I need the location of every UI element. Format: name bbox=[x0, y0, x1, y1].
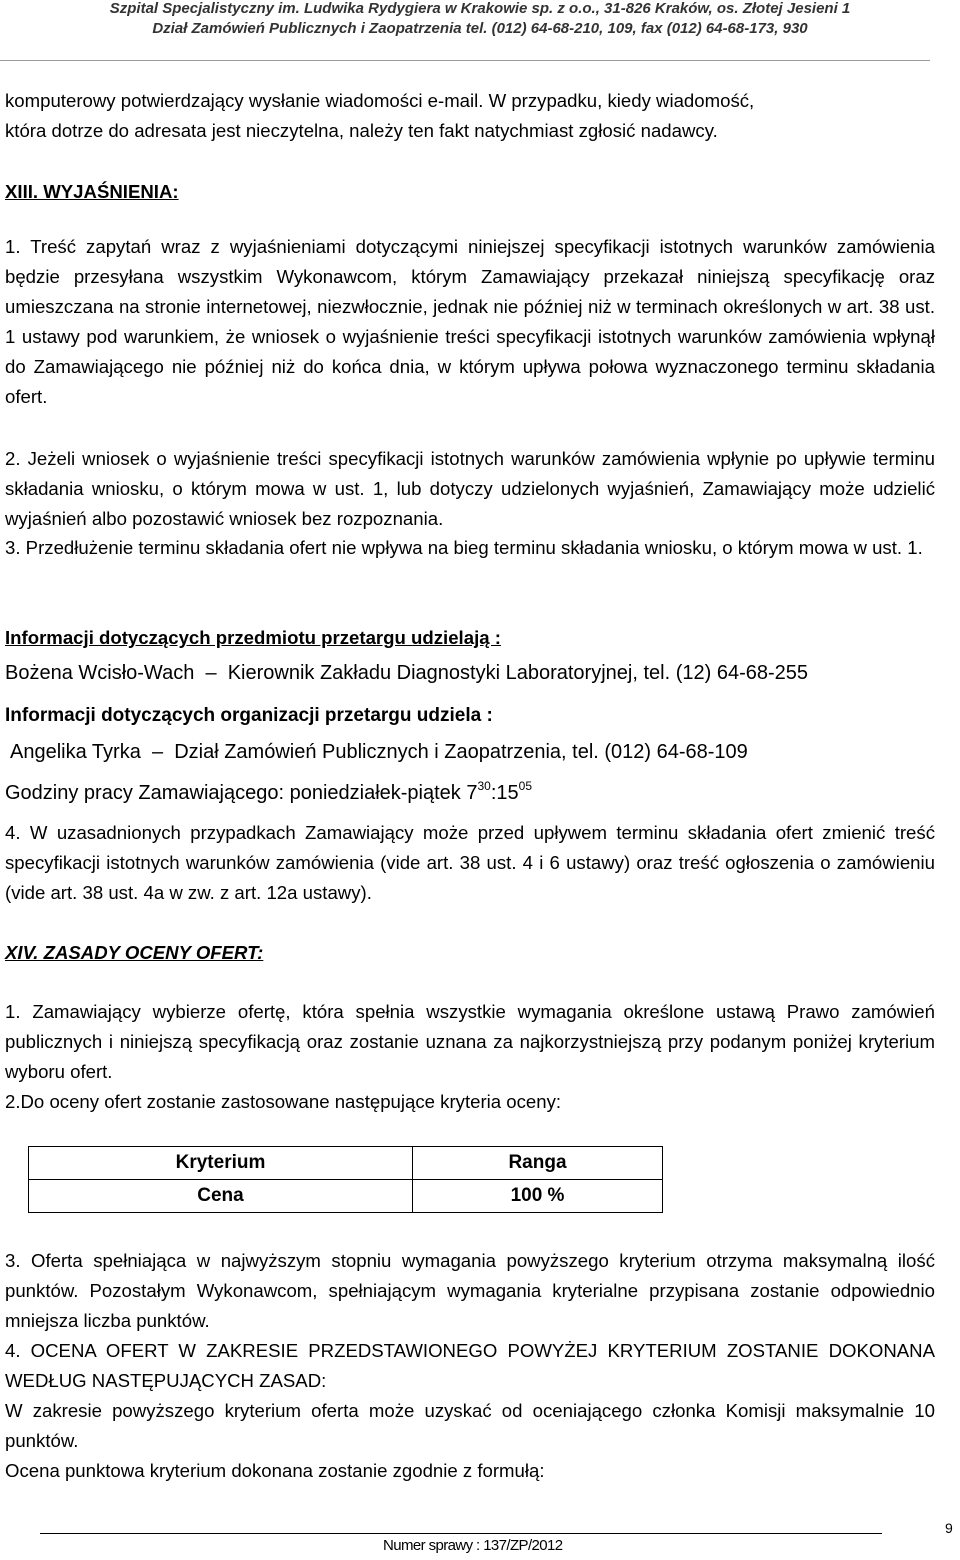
header-department-contact: Dział Zamówień Publicznych i Zaopatrzenia tel. (012) 64-68-210, 109, fax (012) 64-68-173, 930 bbox=[152, 20, 808, 37]
section-14-paragraph-2: 2.Do oceny ofert zostanie zastosowane następujące kryteria oceny: bbox=[5, 1091, 562, 1112]
working-hours-separator: :15 bbox=[490, 782, 519, 804]
working-hours-end-minutes: 05 bbox=[518, 779, 533, 793]
info-org-person: Angelika Tyrka bbox=[10, 741, 141, 763]
section-13-paragraph-2: 2. Jeżeli wniosek o wyjaśnienie treści specyfikacji istotnych warunków zamówienia wpłynie po upływie terminu składania wniosku, o którym mowa w ust. 1, lub dotyczy udzielonych wyjaśnień, Zamawiający może udzielić wyjaśnień albo pozostawić wniosek bez rozpoznania. bbox=[5, 448, 935, 529]
working-hours-label: Godziny pracy Zamawiającego: poniedziałek-piątek 7 bbox=[5, 782, 478, 804]
footer-divider bbox=[40, 1533, 882, 1534]
table-cell-criterion: Cena bbox=[29, 1180, 413, 1213]
section-13-paragraph-1: 1. Treść zapytań wraz z wyjaśnieniami dotyczącymi niniejszej specyfikacji istotnych warunków zamówienia będzie przesyłana wszystkim Wykonawcom, którym Zamawiający przekazał niniejszą specyfikację oraz umieszczana na stronie internetowej, niezwłocznie, jednak nie później niż w terminach określonych w art. 38 ust. 1 ustawy pod warunkiem, że wniosek o wyjaśnienie treści specyfikacji istotnych warunków zamówienia wpłynął do Zamawiającego nie później niż do końca dnia, w którym upływa połowa wyznaczonego terminu składania ofert. bbox=[5, 236, 935, 407]
table-header-weight: Ranga bbox=[413, 1147, 663, 1180]
section-14-title: XIV. ZASADY OCENY OFERT: bbox=[5, 942, 264, 963]
info-org-details: Dział Zamówień Publicznych i Zaopatrzenia, tel. (012) 64-68-109 bbox=[174, 741, 748, 763]
case-number: Numer sprawy : 137/ZP/2012 bbox=[383, 1537, 563, 1554]
info-subject-label: Informacji dotyczących przedmiotu przetargu udzielają : bbox=[5, 627, 501, 648]
header-hospital-name: Szpital Specjalistyczny im. Ludwika Rydygiera w Krakowie sp. z o.o., 31-826 Kraków, os. Złotej Jesieni 1 bbox=[109, 0, 851, 17]
table-header-criterion: Kryterium bbox=[29, 1147, 413, 1180]
table-header-row bbox=[29, 1147, 663, 1180]
section-14-paragraph-1: 1. Zamawiający wybierze ofertę, która spełnia wszystkie wymagania określone ustawą Prawo zamówień publicznych i niniejszą specyfikacją oraz zostanie uznana za najkorzystniejszą przy podanym poniżej kryterium wyboru ofert. bbox=[5, 1001, 935, 1082]
section-14-paragraph-6: Ocena punktowa kryterium dokonana zostanie zgodnie z formułą: bbox=[5, 1460, 545, 1481]
section-13-paragraph-3: 3. Przedłużenie terminu składania ofert nie wpływa na bieg terminu składania wniosku, o którym mowa w ust. 1. bbox=[5, 537, 923, 558]
header-divider bbox=[0, 60, 930, 61]
page-number: 9 bbox=[945, 1520, 953, 1536]
section-14-paragraph-5: W zakresie powyższego kryterium oferta może uzyskać od oceniającego członka Komisji maksymalnie 10 punktów. bbox=[5, 1400, 935, 1451]
info-subject-details: Kierownik Zakładu Diagnostyki Laboratoryjnej, tel. (12) 64-68-255 bbox=[227, 662, 809, 684]
intro-line-1: komputerowy potwierdzający wysłanie wiadomości e-mail. W przypadku, kiedy wiadomość, bbox=[5, 90, 755, 111]
section-13-paragraph-4: 4. W uzasadnionych przypadkach Zamawiający może przed upływem terminu składania ofert zmienić treść specyfikacji istotnych warunków zamówienia (vide art. 38 ust. 4 i 6 ustawy) oraz treść ogłoszenia o zamówieniu (vide art. 38 ust. 4a w zw. z art. 12a ustawy). bbox=[5, 822, 935, 903]
section-13-title: XIII. WYJAŚNIENIA: bbox=[5, 181, 179, 202]
intro-line-2: która dotrze do adresata jest nieczytelna, należy ten fakt natychmiast zgłosić nadawcy. bbox=[5, 120, 718, 141]
working-hours bbox=[5, 779, 533, 805]
info-org-contact bbox=[10, 741, 748, 764]
section-14-paragraph-3: 3. Oferta spełniająca w najwyższym stopniu wymagania powyższego kryterium otrzyma maksymalną ilość punktów. Pozostałym Wykonawcom, spełniającym wymagania kryterialne przypisana zostanie odpowiednio mniejsza liczba punktów. bbox=[5, 1250, 935, 1331]
info-subject-contact bbox=[5, 662, 808, 685]
info-subject-person: Bożena Wcisło-Wach bbox=[5, 662, 195, 684]
working-hours-start-minutes: 30 bbox=[477, 779, 491, 793]
info-org-label: Informacji dotyczących organizacji przetargu udziela : bbox=[5, 705, 493, 726]
table-cell-weight: 100 % bbox=[413, 1180, 663, 1213]
dash: – bbox=[151, 741, 164, 763]
criteria-table bbox=[28, 1146, 663, 1213]
section-14-paragraph-4: 4. OCENA OFERT W ZAKRESIE PRZEDSTAWIONEGO POWYŻEJ KRYTERIUM ZOSTANIE DOKONANA WEDŁUG NASTĘPUJĄCYCH ZASAD: bbox=[5, 1340, 935, 1391]
table-row bbox=[29, 1180, 663, 1213]
dash: – bbox=[205, 662, 217, 684]
